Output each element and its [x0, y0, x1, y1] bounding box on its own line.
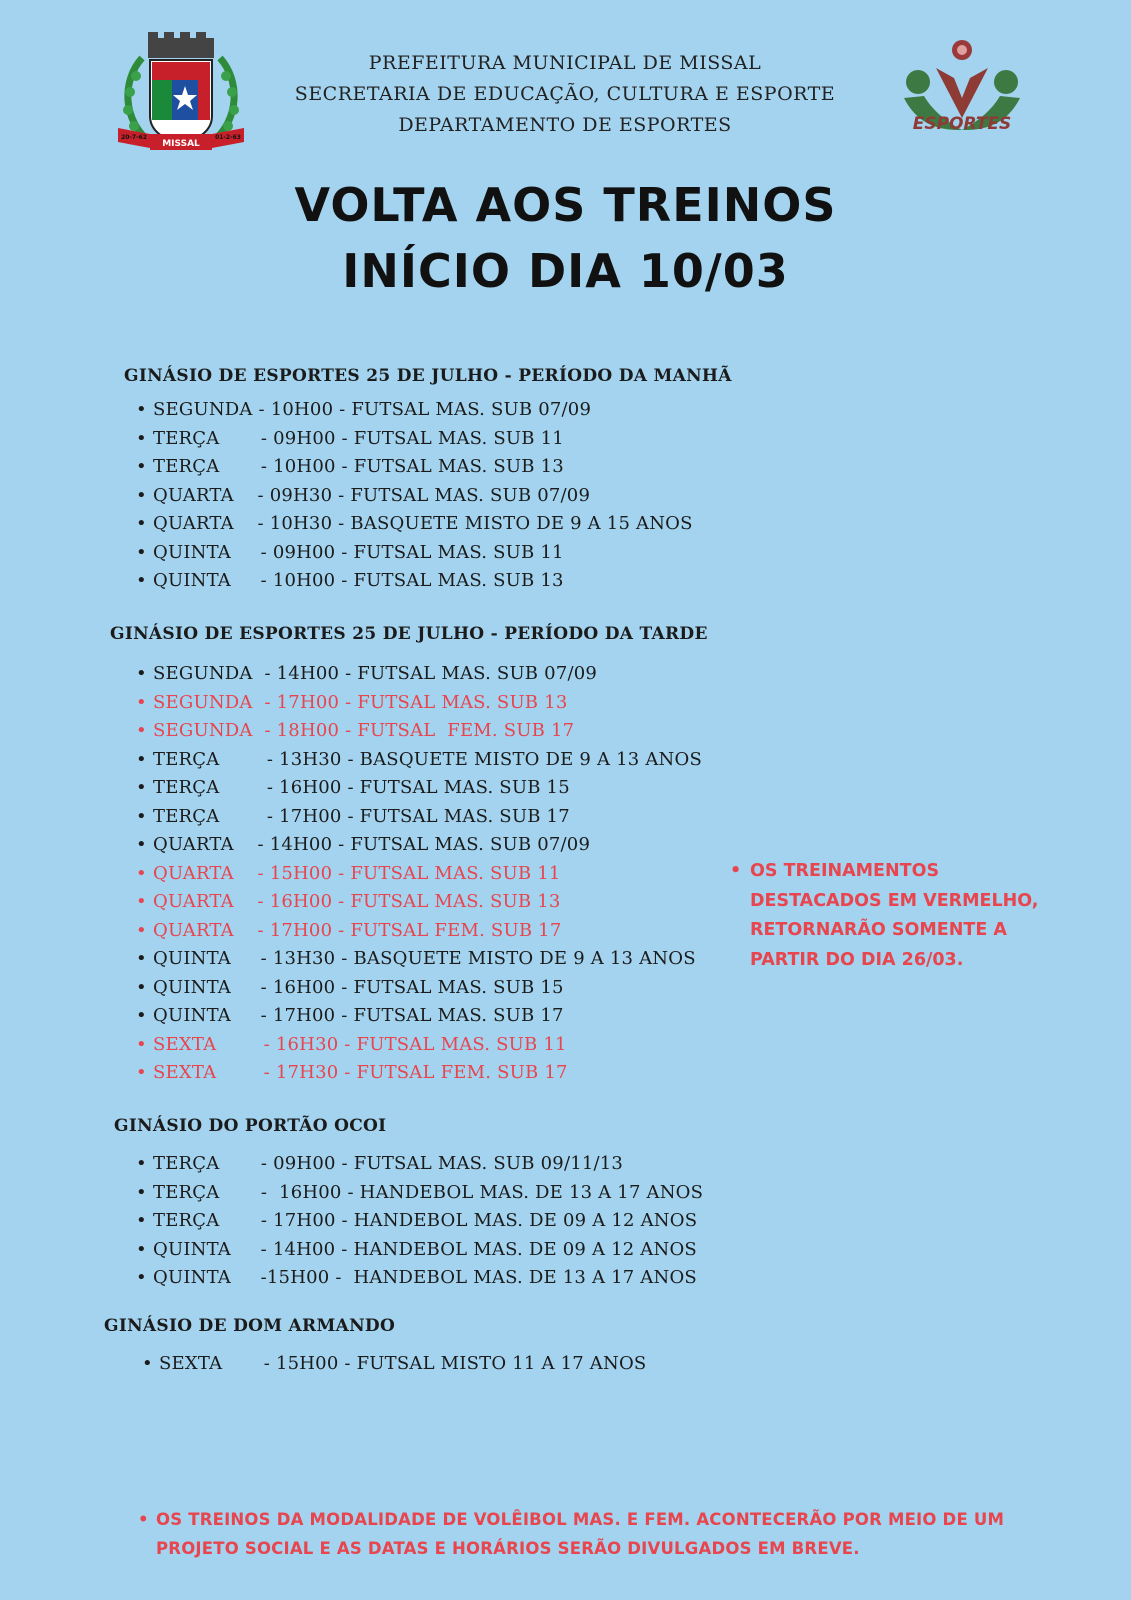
schedule-item: • QUARTA - 10H30 - BASQUETE MISTO DE 9 A 15 ANOS	[136, 510, 693, 539]
schedule-item: • TERÇA - 09H00 - FUTSAL MAS. SUB 11	[136, 425, 693, 454]
schedule-item: • TERÇA - 10H00 - FUTSAL MAS. SUB 13	[136, 453, 693, 482]
schedule-list-portao-ocoi	[136, 1150, 703, 1293]
municipal-crest-logo	[112, 30, 250, 160]
schedule-list-dom-armando	[142, 1350, 646, 1379]
schedule-item: • QUINTA -15H00 - HANDEBOL MAS. DE 13 A 17 ANOS	[136, 1264, 703, 1293]
highlight-notice: • OS TREINAMENTOS DESTACADOS EM VERMELHO, RETORNARÃO SOMENTE A PARTIR DO DIA 26/03.	[730, 857, 1040, 975]
schedule-item: • QUINTA - 09H00 - FUTSAL MAS. SUB 11	[136, 539, 693, 568]
schedule-item-highlighted: • QUARTA - 16H00 - FUTSAL MAS. SUB 13	[136, 888, 702, 917]
section-title-portao-ocoi: GINÁSIO DO PORTÃO OCOI	[114, 1116, 387, 1136]
schedule-list-tarde	[136, 660, 702, 1088]
schedule-item: • TERÇA - 16H00 - HANDEBOL MAS. DE 13 A 17 ANOS	[136, 1179, 703, 1208]
schedule-item: • SEGUNDA - 10H00 - FUTSAL MAS. SUB 07/09	[136, 396, 693, 425]
schedule-item: • SEXTA - 15H00 - FUTSAL MISTO 11 A 17 ANOS	[142, 1350, 646, 1379]
schedule-item: • QUINTA - 10H00 - FUTSAL MAS. SUB 13	[136, 567, 693, 596]
schedule-item: • TERÇA - 13H30 - BASQUETE MISTO DE 9 A 13 ANOS	[136, 746, 702, 775]
section-title-manha: GINÁSIO DE ESPORTES 25 DE JULHO - PERÍODO DA MANHÃ	[124, 366, 732, 386]
schedule-item: • QUINTA - 17H00 - FUTSAL MAS. SUB 17	[136, 1002, 702, 1031]
schedule-item-highlighted: • QUARTA - 17H00 - FUTSAL FEM. SUB 17	[136, 917, 702, 946]
schedule-item: • QUINTA - 13H30 - BASQUETE MISTO DE 9 A 13 ANOS	[136, 945, 702, 974]
schedule-item: • QUARTA - 09H30 - FUTSAL MAS. SUB 07/09	[136, 482, 693, 511]
esportes-logo	[900, 38, 1024, 138]
schedule-item: • QUINTA - 16H00 - FUTSAL MAS. SUB 15	[136, 974, 702, 1003]
schedule-item: • TERÇA - 16H00 - FUTSAL MAS. SUB 15	[136, 774, 702, 803]
svg-text:01-2-63: 01-2-63	[215, 134, 241, 141]
title-line-2: INÍCIO DIA 10/03	[342, 244, 789, 298]
schedule-item-highlighted: • SEXTA - 16H30 - FUTSAL MAS. SUB 11	[136, 1031, 702, 1060]
schedule-item: • QUARTA - 14H00 - FUTSAL MAS. SUB 07/09	[136, 831, 702, 860]
schedule-item: • SEGUNDA - 14H00 - FUTSAL MAS. SUB 07/09	[136, 660, 702, 689]
schedule-item-highlighted: • SEGUNDA - 17H00 - FUTSAL MAS. SUB 13	[136, 689, 702, 718]
svg-text:MISSAL: MISSAL	[162, 139, 200, 149]
header-secretaria: SECRETARIA DE EDUCAÇÃO, CULTURA E ESPORTE	[294, 83, 836, 105]
section-title-dom-armando: GINÁSIO DE DOM ARMANDO	[104, 1316, 396, 1336]
schedule-item-highlighted: • SEGUNDA - 18H00 - FUTSAL FEM. SUB 17	[136, 717, 702, 746]
page-title	[0, 172, 1131, 304]
schedule-item-highlighted: • QUARTA - 15H00 - FUTSAL MAS. SUB 11	[136, 860, 702, 889]
title-line-1: VOLTA AOS TREINOS	[294, 178, 837, 232]
svg-text:ESPORTES: ESPORTES	[912, 114, 1012, 134]
schedule-list-manha	[136, 396, 693, 596]
schedule-item: • QUINTA - 14H00 - HANDEBOL MAS. DE 09 A 12 ANOS	[136, 1236, 703, 1265]
header-prefeitura: PREFEITURA MUNICIPAL DE MISSAL	[368, 52, 762, 74]
schedule-item: • TERÇA - 17H00 - HANDEBOL MAS. DE 09 A 12 ANOS	[136, 1207, 703, 1236]
header-block	[260, 48, 870, 141]
schedule-item: • TERÇA - 09H00 - FUTSAL MAS. SUB 09/11/13	[136, 1150, 703, 1179]
schedule-item-highlighted: • SEXTA - 17H30 - FUTSAL FEM. SUB 17	[136, 1059, 702, 1088]
schedule-item: • TERÇA - 17H00 - FUTSAL MAS. SUB 17	[136, 803, 702, 832]
section-title-tarde: GINÁSIO DE ESPORTES 25 DE JULHO - PERÍODO DA TARDE	[110, 624, 708, 644]
volleyball-notice: • OS TREINOS DA MODALIDADE DE VOLÊIBOL MAS. E FEM. ACONTECERÃO POR MEIO DE UM PROJETO SOCIAL E AS DATAS E HORÁRIOS SERÃO DIVULGADOS EM BREVE.	[138, 1505, 1056, 1563]
svg-text:20-7-62: 20-7-62	[121, 134, 147, 141]
header-departamento: DEPARTAMENTO DE ESPORTES	[398, 114, 732, 136]
